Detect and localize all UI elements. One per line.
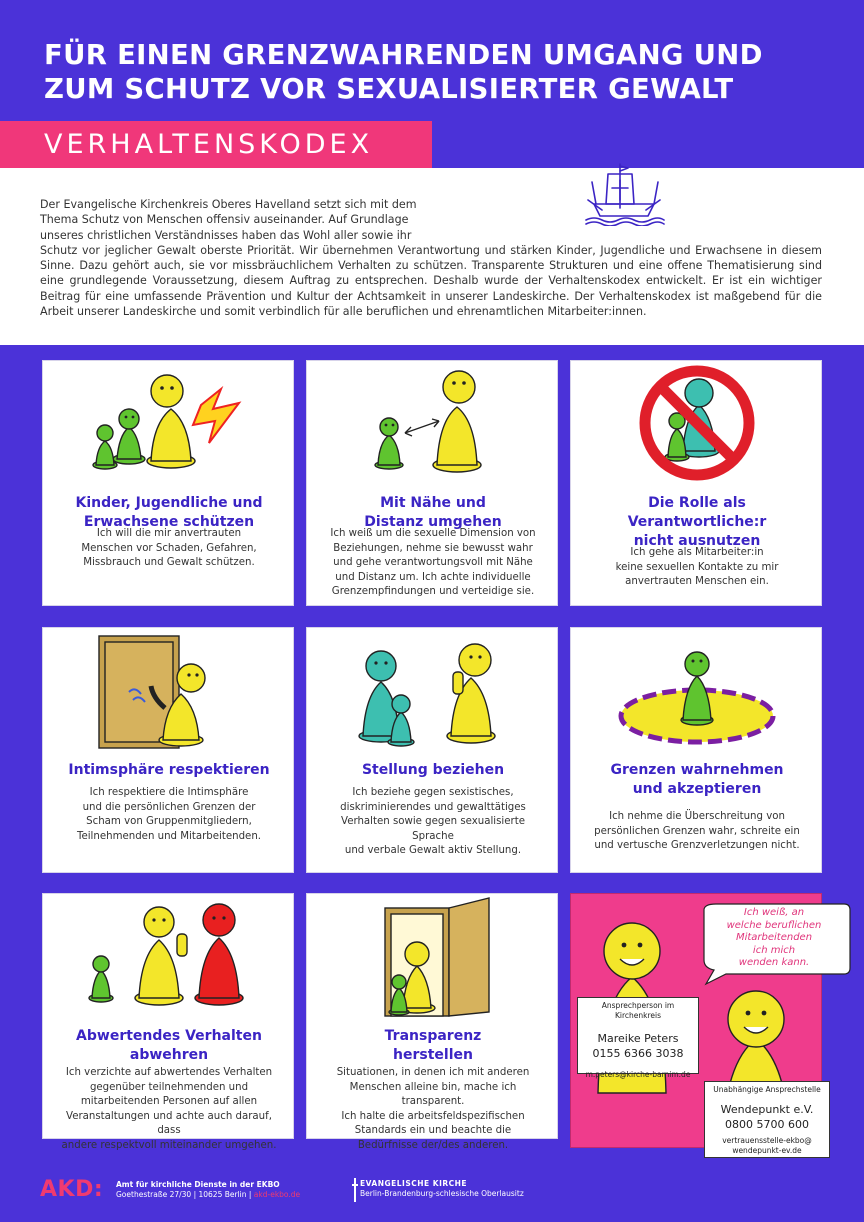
pawns-stand-illustration — [307, 628, 557, 756]
card-text: Ich verzichte auf abwertendes Verhalten gegenüber teilnehmenden und mitarbeitenden Personen auf allen Veranstaltungen und achte auch darauf, dass andere respektvoll miteinander umgehen. — [61, 1067, 277, 1151]
akd-link[interactable]: akd-ekbo.de — [253, 1190, 301, 1199]
intro-text — [40, 197, 822, 319]
cross-icon — [352, 1178, 358, 1202]
pawns-protect-illustration — [43, 361, 293, 489]
intro-line-3: unseres christlichen Verständnisses haben das Wohl aller sowie ihr — [40, 228, 412, 242]
card-text: Ich beziehe gegen sexistisches, diskriminierendes und gewalttätiges Verhalten sowie gegen sexualisierte Sprache und verbale Gewalt aktiv Stellung. — [340, 787, 526, 857]
title-line-2: ZUM SCHUTZ VOR SEXUALISIERTER GEWALT — [44, 73, 734, 105]
pawn-circle-illustration — [571, 628, 821, 756]
church-sub: Berlin-Brandenburg-schlesische Oberlausitz — [360, 1188, 524, 1198]
card-text: Ich gehe als Mitarbeiter:in keine sexuellen Kontakte zu mir anvertrauten Menschen ein. — [615, 547, 779, 588]
card-take-stand — [306, 627, 558, 873]
card-title: Abwertendes Verhalten abwehren — [76, 1028, 262, 1063]
card-text: Ich will die mir anvertrauten Menschen vor Schaden, Gefahren, Missbrauch und Gewalt schützen. — [81, 528, 257, 569]
title-line-1: FÜR EINEN GRENZWAHRENDEN UMGANG UND — [44, 39, 763, 71]
subtitle-banner: VERHALTENSKODEX — [0, 121, 432, 169]
card-transparency — [306, 893, 558, 1151]
speech-bubble-text: Ich weiß, an welche beruflichen Mitarbeitenden ich mich wenden kann. — [726, 907, 822, 968]
sign-label: Unabhängige Ansprechstelle — [713, 1085, 821, 1094]
contact-name: Wendepunkt e.V. — [720, 1103, 814, 1116]
intro-line-2: Thema Schutz von Menschen offensiv auseinander. Auf Grundlage — [40, 213, 409, 227]
akd-info — [116, 1180, 300, 1200]
card-text: Ich respektiere die Intimsphäre und die persönlichen Grenzen der Scham von Gruppenmitgliedern, Teilnehmenden und Mitarbeitenden. — [76, 787, 262, 842]
card-title: Stellung beziehen — [361, 762, 505, 778]
card-title: Kinder, Jugendliche und Erwachsene schützen — [75, 495, 263, 530]
card-protect — [42, 360, 294, 606]
contact-name: Mareike Peters — [597, 1032, 679, 1045]
card-title: Grenzen wahrnehmen und akzeptieren — [610, 762, 784, 797]
card-text: Ich nehme die Überschreitung von persönlichen Grenzen wahr, schreite ein und vertusche Grenzverletzungen nicht. — [594, 811, 800, 852]
card-title: Die Rolle als Verantwortliche:r nicht ausnutzen — [627, 495, 767, 549]
card-text: Ich weiß um die sexuelle Dimension von Beziehungen, nehme sie bewusst wahr und gehe verantwortungsvoll mit Nähe und Distanz um. Ich achte individuelle Grenzempfindungen und verteidige sie. — [330, 528, 536, 598]
church-name: EVANGELISCHE KIRCHE — [360, 1179, 468, 1188]
contact-phone: 0155 6366 3038 — [592, 1047, 684, 1060]
contact-sign-district — [577, 997, 699, 1079]
prohibition-illustration — [571, 361, 821, 489]
contact-email: m.peters@kirche-barnim.de — [585, 1070, 691, 1079]
door-knock-illustration — [43, 628, 293, 756]
page-title — [44, 38, 844, 106]
contact-phone: 0800 5700 600 — [725, 1118, 809, 1131]
card-title: Mit Nähe und Distanz umgehen — [364, 495, 502, 530]
pawns-defend-illustration — [43, 894, 293, 1022]
card-boundaries — [570, 627, 822, 873]
akd-name: Amt für kirchliche Dienste in der EKBO — [116, 1180, 280, 1189]
card-text: Situationen, in denen ich mit anderen Menschen alleine bin, mache ich transparent. Ich halte die arbeitsfeldspezifischen Standards ein und beachte die Bedürfnisse der/des anderen. — [336, 1067, 530, 1151]
pawns-distance-illustration — [307, 361, 557, 489]
open-door-illustration — [307, 894, 557, 1022]
card-closeness — [306, 360, 558, 606]
card-devaluing — [42, 893, 294, 1151]
card-title: Intimsphäre respektieren — [68, 762, 270, 778]
intro-line-1: Der Evangelische Kirchenkreis Oberes Havelland setzt sich mit dem — [40, 198, 417, 211]
contact-email-1: vertrauensstelle-ekbo@ — [722, 1136, 812, 1145]
akd-address: Goethestraße 27/30 | 10625 Berlin | — [116, 1190, 254, 1199]
intro-rest: Schutz vor jeglicher Gewalt oberste Priorität. Wir übernehmen Verantwortung und stärken Kinder, Jugendliche und Erwachsene in diesem Sinne. Dazu gehört auch, sie vor missbräuchlichem Verhalten zu schützen. Transparente Strukturen und eine offene Thematisierung sind eine grundlegende Voraussetzung, diesem Auftrag zu entsprechen. Deshalb wurde der Verhaltenskodex entwickelt. Er ist ein wichtiger Beitrag für eine umfassende Prävention und Kultur der Achtsamkeit in unserer Landeskirche. Der Verhaltenskodex ist maßgebend für die Arbeit unserer Landeskirche und somit verbindlich für alle beruflichen und ehrenamtlichen Mitarbeiter:innen. — [40, 243, 822, 319]
card-privacy — [42, 627, 294, 873]
akd-logo: AKD: — [40, 1177, 104, 1202]
card-title: Transparenz herstellen — [384, 1028, 482, 1063]
church-info — [360, 1179, 524, 1198]
contact-sign-independent — [704, 1081, 830, 1158]
card-role — [570, 360, 822, 606]
contact-email-2: wendepunkt-ev.de — [732, 1146, 802, 1155]
sign-label: Ansprechperson im Kirchenkreis — [601, 1001, 675, 1020]
